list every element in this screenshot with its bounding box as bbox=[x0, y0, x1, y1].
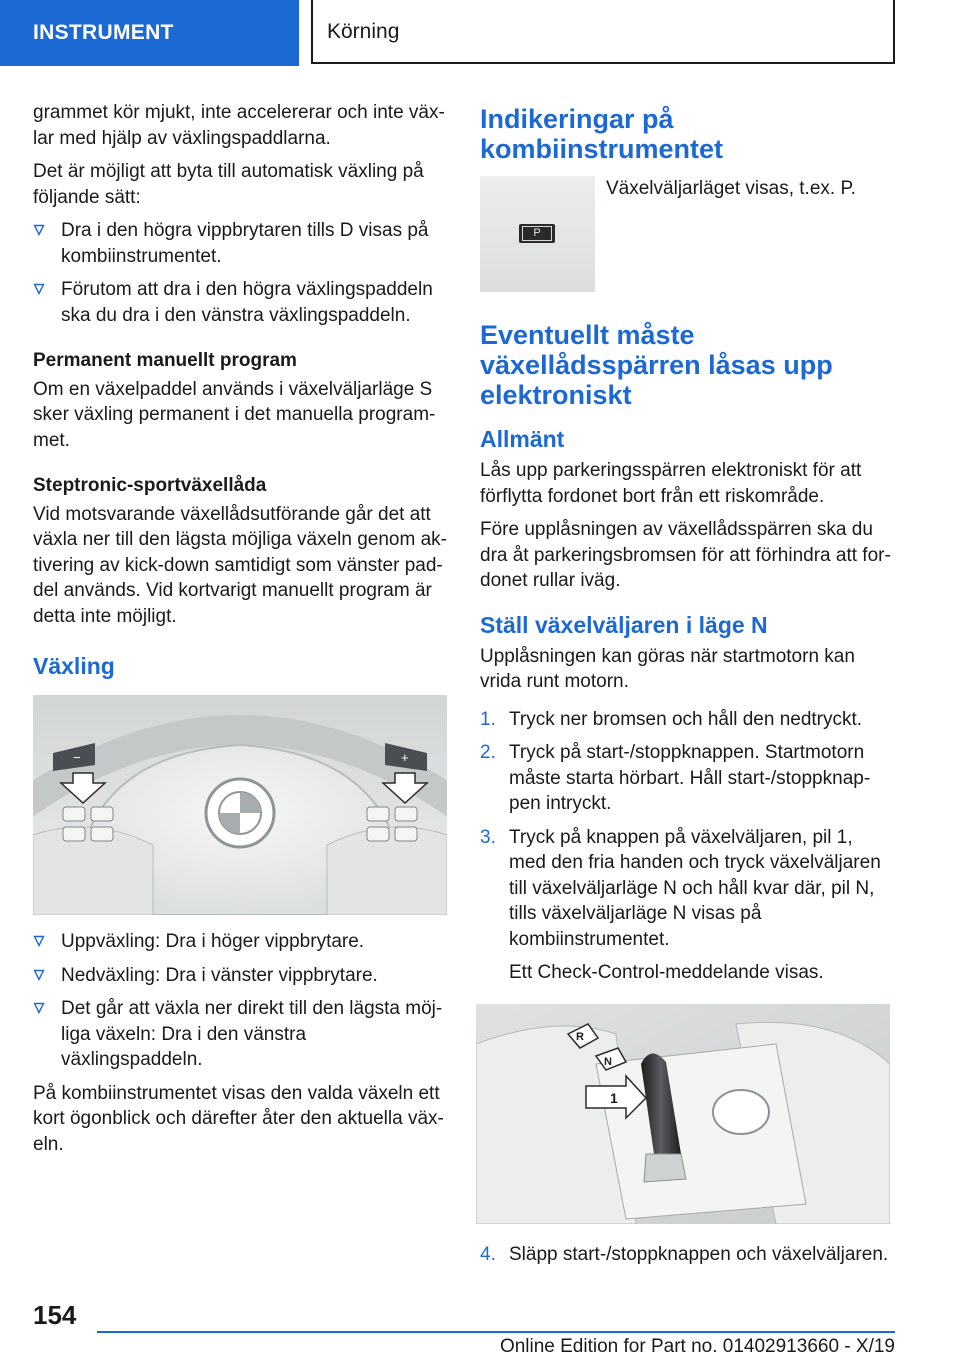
list-item-text: Det går att växla ner direkt till den lägsta möjliga växeln: Dra i den vänstra växlingspaddeln. bbox=[61, 998, 443, 1070]
list-item bbox=[480, 740, 894, 817]
indicator-heading: Indikeringar på kombiinstrumentet bbox=[480, 104, 724, 164]
step-text: Tryck på knappen på växelväljaren, pil 1, med den fria handen och tryck växelväljaren till växelväljarläge N och håll kvar där, pil N, tills växelväljarläge N visas på kombiinstrumentet. bbox=[509, 826, 881, 950]
right-column bbox=[480, 104, 894, 1275]
left-column bbox=[33, 100, 447, 1165]
unlock-heading: Eventuellt måste växellådsspärren låsas upp elektroniskt bbox=[480, 320, 833, 410]
permanent-manual-heading: Permanent manuellt program bbox=[33, 350, 297, 371]
triangle-bullet-icon bbox=[33, 1002, 45, 1014]
list-item bbox=[33, 996, 447, 1073]
gear-indicator-image bbox=[480, 176, 595, 292]
park-indicator-icon bbox=[519, 224, 555, 243]
vaxling-after-text: På kombiinstrumentet visas den valda växeln ett kort ögonblick och därefter åter den aktuella växeln. bbox=[33, 1082, 444, 1155]
triangle-bullet-icon bbox=[33, 969, 45, 981]
set-n-intro: Upplåsningen kan göras när startmotorn kan vrida runt motorn. bbox=[480, 645, 855, 692]
list-item-text: Nedväxling: Dra i vänster vippbrytare. bbox=[61, 964, 378, 986]
triangle-bullet-icon bbox=[33, 283, 45, 295]
paddle-plus-label: + bbox=[401, 750, 409, 765]
arrow-label-r: R bbox=[576, 1030, 584, 1043]
vaxling-bullet-list bbox=[33, 929, 447, 1073]
permanent-manual-text: Om en växelpaddel används i växelväljarläge S sker växling permanent i det manuella programmet. bbox=[33, 378, 436, 451]
list-item-text: Dra i den högra vippbrytaren tills D visas på kombiinstrumentet. bbox=[61, 220, 429, 267]
triangle-bullet-icon bbox=[33, 935, 45, 947]
general-heading: Allmänt bbox=[480, 426, 565, 452]
list-item bbox=[480, 707, 894, 733]
paddle-minus-label: − bbox=[73, 750, 81, 765]
step-text: Tryck ner bromsen och håll den nedtryckt. bbox=[509, 708, 863, 730]
list-item-text: Uppväxling: Dra i höger vippbrytare. bbox=[61, 931, 365, 952]
list-item bbox=[33, 929, 447, 955]
park-indicator-symbol: P bbox=[522, 226, 552, 241]
header-chapter-title: Körning bbox=[311, 0, 895, 64]
intro-bullet-list bbox=[33, 218, 447, 328]
page-header bbox=[0, 0, 960, 66]
steering-wheel-image bbox=[33, 695, 447, 915]
list-item bbox=[480, 1242, 894, 1268]
vaxling-heading: Växling bbox=[33, 653, 115, 679]
page-number: 154 bbox=[33, 1300, 77, 1330]
step-3-note: Ett Check-Control-meddelande visas. bbox=[509, 962, 824, 983]
general-paragraph-2: Före upplåsningen av växellådsspärren ska du dra åt parkeringsbromsen för att förhindra att fordonet rullar iväg. bbox=[480, 519, 891, 591]
intro-paragraph-1: grammet kör mjukt, inte accelererar och inte växlar med hjälp av växlingspaddlarna. bbox=[33, 102, 445, 149]
arrow-label-1: 1 bbox=[610, 1089, 618, 1106]
intro-paragraph-2: Det är möjligt att byta till automatisk växling på följande sätt: bbox=[33, 161, 424, 208]
header-section-title: INSTRUMENT bbox=[0, 0, 299, 66]
list-item bbox=[33, 277, 447, 328]
list-item-text: Förutom att dra i den högra växlingspaddeln ska du dra i den vänstra växlingspaddeln. bbox=[61, 279, 433, 326]
indicator-text: Växelväljarläget visas, t.ex. P. bbox=[606, 178, 856, 199]
step-text: Tryck på start-/stoppknappen. Startmotorn måste starta hörbart. Håll start-/stoppknappen intryckt. bbox=[509, 742, 871, 814]
gear-selector-image bbox=[476, 1004, 890, 1224]
set-n-step-4 bbox=[480, 1242, 894, 1268]
set-n-heading: Ställ växelväljaren i läge N bbox=[480, 611, 768, 638]
list-item bbox=[33, 218, 447, 269]
footer-divider bbox=[97, 1331, 895, 1333]
list-item bbox=[480, 825, 894, 986]
steptronic-text: Vid motsvarande växellådsutförande går det att växla ner till den lägsta möjliga växeln genom aktivering av kick-down samtidigt som vänster paddel används. Vid kortvarigt manuellt program är detta inte möjligt. bbox=[33, 503, 447, 627]
footer-edition: Online Edition for Part no. 01402913660 - X/19 bbox=[499, 1336, 895, 1357]
gear-selector-illustration bbox=[476, 1004, 890, 1224]
step-text: Släpp start-/stoppknappen och växelväljaren. bbox=[509, 1243, 889, 1265]
general-paragraph-1: Lås upp parkeringsspärren elektroniskt för att förflytta fordonet bort från ett riskområde. bbox=[480, 460, 862, 507]
indicator-row bbox=[480, 176, 894, 292]
triangle-bullet-icon bbox=[33, 224, 45, 236]
list-item bbox=[33, 963, 447, 989]
steptronic-heading: Steptronic-sportväxellåda bbox=[33, 475, 267, 496]
set-n-steps bbox=[480, 707, 894, 986]
step-number: 4. bbox=[480, 1243, 496, 1265]
step-number: 2. bbox=[480, 742, 496, 763]
step-number: 3. bbox=[480, 826, 496, 848]
arrow-label-n: N bbox=[604, 1055, 612, 1068]
steering-wheel-illustration bbox=[33, 695, 447, 915]
step-number: 1. bbox=[480, 708, 496, 730]
